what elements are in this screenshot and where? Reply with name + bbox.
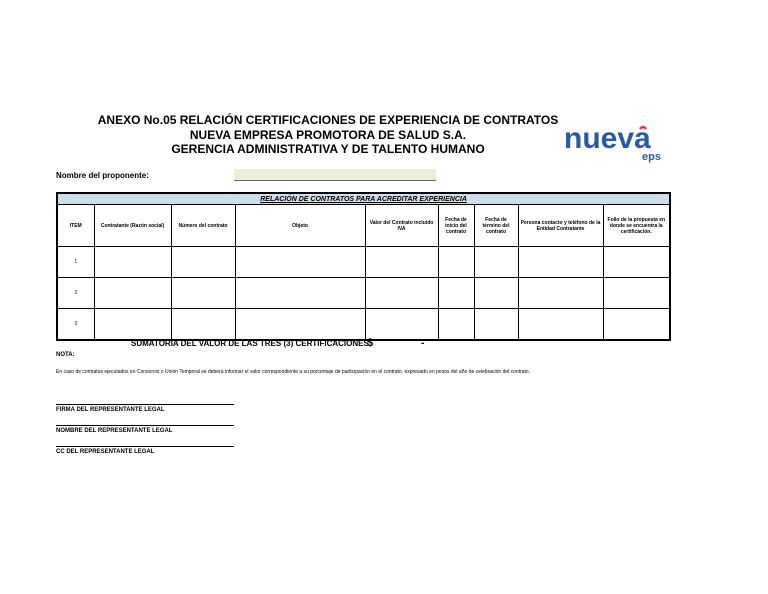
proponent-name-field[interactable] (234, 169, 436, 181)
cell-folio[interactable] (603, 309, 670, 341)
table-row (57, 278, 670, 309)
cell-numero[interactable] (171, 309, 235, 341)
contracts-table (56, 192, 671, 341)
signature-label: FIRMA DEL REPRESENTANTE LEGAL (56, 407, 165, 413)
cell-contratante[interactable] (94, 278, 171, 309)
department-name: GERENCIA ADMINISTRATIVA Y DE TALENTO HUMANO (171, 142, 485, 156)
company-name: NUEVA EMPRESA PROMOTORA DE SALUD S.A. (189, 128, 467, 142)
id-label: CC DEL REPRESENTANTE LEGAL (56, 449, 155, 455)
summary-value: - (421, 338, 425, 349)
cell-fecha-inicio[interactable] (438, 309, 474, 341)
cell-fecha-termino[interactable] (474, 309, 518, 341)
id-line (56, 446, 234, 447)
summary-currency: $ (367, 337, 374, 349)
name-line (56, 425, 234, 426)
col-header-fecha-inicio: Fecha de inicio del contrato (438, 205, 474, 247)
signature-line (56, 404, 234, 405)
cell-contacto[interactable] (518, 247, 603, 278)
cell-numero[interactable] (171, 247, 235, 278)
note-title: NOTA: (56, 352, 75, 358)
col-header-folio: Folio de la propuesta en donde se encuentra la certificación. (603, 205, 670, 247)
table-row (57, 247, 670, 278)
cell-contratante[interactable] (94, 247, 171, 278)
cell-contacto[interactable] (518, 278, 603, 309)
row-item: 3 (57, 309, 94, 341)
cell-objeto[interactable] (235, 278, 365, 309)
cell-valor[interactable] (365, 247, 438, 278)
cell-contratante[interactable] (94, 309, 171, 341)
cell-objeto[interactable] (235, 309, 365, 341)
cell-numero[interactable] (171, 278, 235, 309)
col-header-contacto: Persona contacto y teléfono de la Entidad Contratante (518, 205, 603, 247)
col-header-numero: Número del contrato (171, 205, 235, 247)
cell-valor[interactable] (365, 309, 438, 341)
document-title: ANEXO No.05 RELACIÓN CERTIFICACIONES DE EXPERIENCIA DE CONTRATOS (97, 113, 559, 127)
cell-fecha-inicio[interactable] (438, 278, 474, 309)
row-item: 2 (57, 278, 94, 309)
cell-fecha-inicio[interactable] (438, 247, 474, 278)
nueva-eps-logo (562, 120, 672, 164)
table-row (57, 309, 670, 341)
proponent-label: Nombre del proponente: (56, 171, 149, 180)
cell-fecha-termino[interactable] (474, 278, 518, 309)
cell-folio[interactable] (603, 278, 670, 309)
col-header-valor: Valor del Contrato incluido IVA (365, 205, 438, 247)
note-text: En caso de contratos ejecutados en Consorcio o Unión Temporal se deberá informar el valor correspondiente a su porcentaje de participación en el contrato, expresado en pesos del año de celebración del contrato. (56, 369, 531, 375)
cell-contacto[interactable] (518, 309, 603, 341)
logo-sub: eps (642, 151, 661, 163)
cell-objeto[interactable] (235, 247, 365, 278)
col-header-item: ITEM (57, 205, 94, 247)
col-header-fecha-termino: Fecha de término del contrato (474, 205, 518, 247)
cell-folio[interactable] (603, 247, 670, 278)
cell-valor[interactable] (365, 278, 438, 309)
summary-label: SUMATORIA DEL VALOR DE LAS TRES (3) CERTIFICACIONES (131, 339, 369, 348)
cell-fecha-termino[interactable] (474, 247, 518, 278)
name-label: NOMBRE DEL REPRESENTANTE LEGAL (56, 428, 173, 434)
table-title: RELACIÓN DE CONTRATOS PARA ACREDITAR EXPERIENCIA (57, 193, 670, 205)
col-header-objeto: Objeto (235, 205, 365, 247)
col-header-contratante: Contratante (Razón social) (94, 205, 171, 247)
logo-word: nueva (564, 122, 651, 155)
row-item: 1 (57, 247, 94, 278)
